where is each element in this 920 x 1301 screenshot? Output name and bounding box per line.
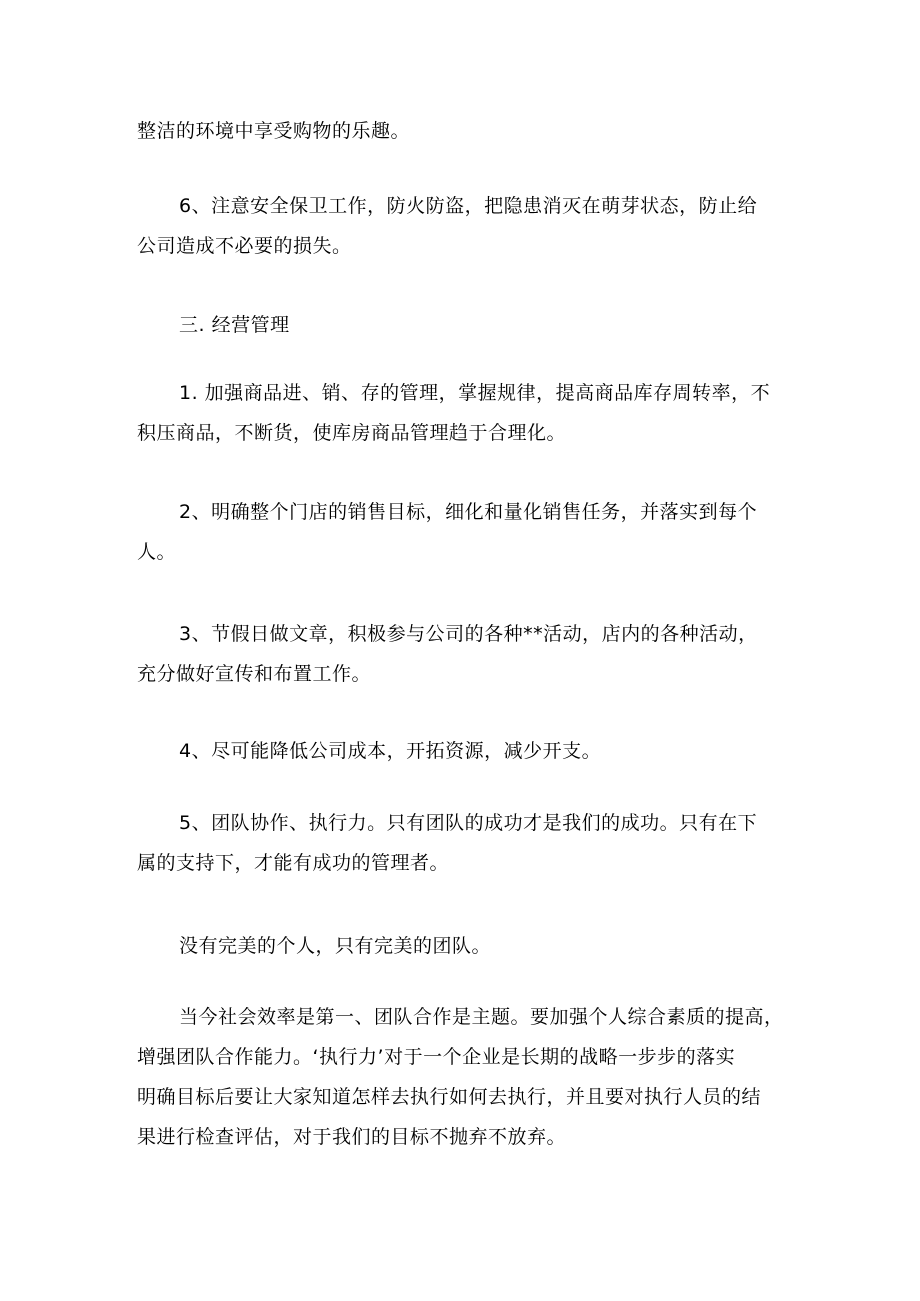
- paragraph-item-1-inventory: [137, 373, 787, 453]
- text-line: 1. 加强商品进、销、存的管理，掌握规律，提高商品库存周转率，不: [179, 382, 771, 404]
- paragraph-item-6-security: [137, 186, 787, 266]
- paragraph-item-2-sales-target: [137, 492, 787, 572]
- text-line: 明确目标后要让大家知道怎样去执行如何去执行，并且要对执行人员的结: [137, 1086, 762, 1108]
- text-line: 2、明确整个门店的销售目标，细化和量化销售任务，并落实到每个: [179, 501, 758, 523]
- text-line: 充分做好宣传和布置工作。: [137, 663, 372, 685]
- text-line: 3、节假日做文章，积极参与公司的各种**活动，店内的各种活动，: [179, 623, 758, 645]
- paragraph-item-3-holiday-activities: [137, 614, 787, 694]
- text-line: 属的支持下，才能有成功的管理者。: [137, 852, 450, 874]
- paragraph-perfect-team: [137, 926, 787, 966]
- text-line: 公司造成不必要的损失。: [137, 235, 352, 257]
- paragraph-shopping-environment: [137, 111, 787, 151]
- text-line: 果进行检查评估，对于我们的目标不抛弃不放弃。: [137, 1126, 567, 1148]
- text-line: 5、团队协作、执行力。只有团队的成功才是我们的成功。只有在下: [179, 812, 758, 834]
- text-line: 增强团队合作能力。‘执行力’对于一个企业是长期的战略一步步的落实: [137, 1046, 736, 1068]
- section-title: 三. 经营管理: [179, 314, 290, 336]
- text-line: 当今社会效率是第一、团队合作是主题。要加强个人综合素质的提高，: [179, 1006, 784, 1028]
- text-line: 整洁的环境中享受购物的乐趣。: [137, 120, 411, 142]
- paragraph-item-5-teamwork: [137, 803, 787, 883]
- text-line: 4、尽可能降低公司成本，开拓资源，减少开支。: [179, 740, 602, 762]
- text-line: 人。: [137, 541, 177, 563]
- text-line: 没有完美的个人，只有完美的团队。: [179, 935, 492, 957]
- text-line: 积压商品，不断货，使库房商品管理趋于合理化。: [137, 422, 567, 444]
- paragraph-item-4-cost-reduction: [137, 731, 787, 771]
- section-heading-business-management: [137, 305, 787, 345]
- text-line: 6、注意安全保卫工作，防火防盗，把隐患消灭在萌芽状态，防止给: [179, 195, 758, 217]
- paragraph-execution: [137, 997, 787, 1157]
